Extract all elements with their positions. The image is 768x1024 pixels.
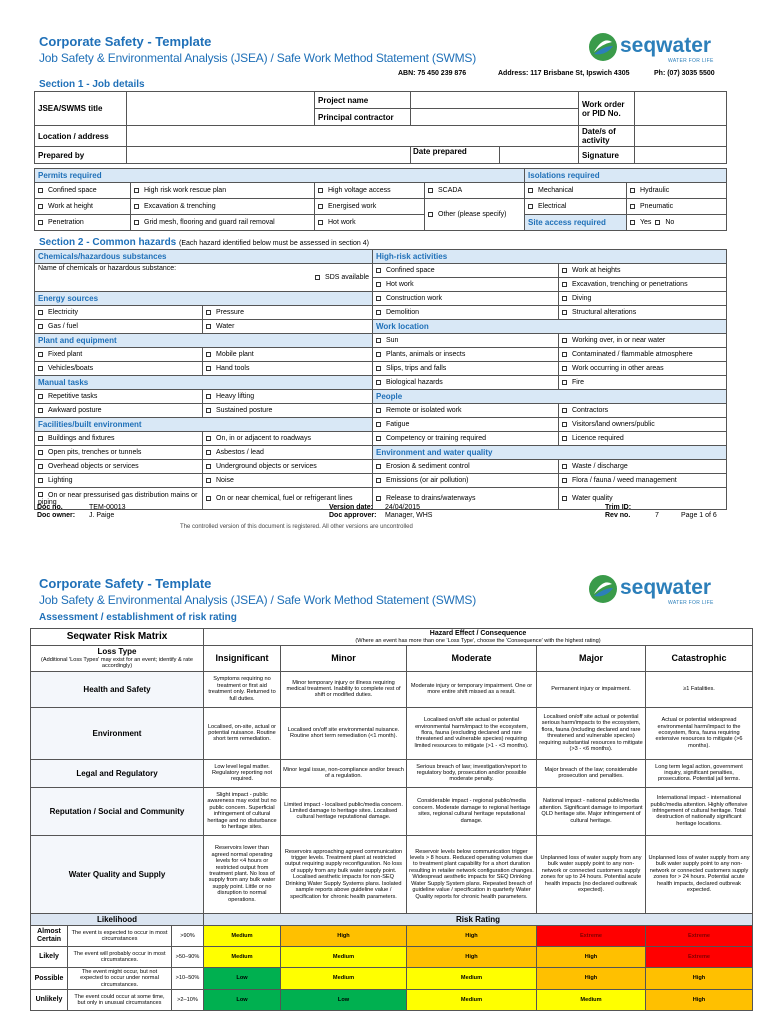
principal-contractor-label: Principal contractor xyxy=(315,109,411,126)
hazard-item[interactable]: Overhead objects or services xyxy=(35,460,203,474)
environment-heading: Environment and water quality xyxy=(373,446,727,460)
hazard-item[interactable]: Erosion & sediment control xyxy=(373,460,559,474)
prepared-by-label: Prepared by xyxy=(35,147,127,164)
chemicals-heading: Chemicals/hazardous substances xyxy=(35,250,373,264)
checkbox-icon[interactable] xyxy=(630,220,635,225)
plant-heading: Plant and equipment xyxy=(35,334,373,348)
checkbox-icon[interactable] xyxy=(206,394,211,399)
hazard-item[interactable]: Construction work xyxy=(373,292,559,306)
page-1 xyxy=(30,22,726,530)
checkbox-icon[interactable] xyxy=(562,380,567,385)
checkbox-icon[interactable] xyxy=(528,188,533,193)
seqwater-logo xyxy=(588,574,724,608)
checkbox-icon[interactable] xyxy=(630,188,635,193)
checkbox-icon[interactable] xyxy=(38,478,43,483)
consequence-cell: Minor legal issue, non-compliance and/or breach of a regulation. xyxy=(281,759,407,787)
consequence-cell: Unplanned loss of water supply from any bulk water supply point to any non-network or connected customers supply zones for up to 24 hours. Potential acute health impacts (no declared outbreak expected). xyxy=(537,835,646,913)
dates-label: Date/s of activity xyxy=(579,126,635,147)
checkbox-icon[interactable] xyxy=(376,464,381,469)
likelihood-pct: >2–10% xyxy=(172,990,204,1011)
checkbox-icon[interactable] xyxy=(376,436,381,441)
likelihood-pct: >50–90% xyxy=(172,946,204,967)
hazard-item[interactable]: Electricity xyxy=(35,306,203,320)
isolation-item[interactable]: Hydraulic xyxy=(627,183,727,199)
version-date-label: Version date: xyxy=(329,503,373,511)
risk-rating-cell: Extreme xyxy=(537,925,646,946)
dates-field[interactable] xyxy=(635,126,727,147)
location-label: Location / address xyxy=(35,126,127,147)
hazard-item[interactable]: On, in or adjacent to roadways xyxy=(203,432,373,446)
work-location-heading: Work location xyxy=(373,320,727,334)
checkbox-icon[interactable] xyxy=(562,352,567,357)
risk-rating-cell: High xyxy=(281,925,407,946)
permit-item[interactable]: High risk work rescue plan xyxy=(131,183,315,199)
rev-label: Rev no. xyxy=(605,511,631,519)
signature-label: Signature xyxy=(579,147,635,164)
likelihood-name: Likely xyxy=(31,946,68,967)
site-access-options[interactable]: Yes No xyxy=(627,215,727,231)
location-field[interactable] xyxy=(127,126,579,147)
owner-value: J. Paige xyxy=(89,511,115,519)
consequence-cell: Moderate injury or temporary impairment. One or more entire shift missed as a result. xyxy=(407,671,537,707)
hazard-item[interactable]: Visitors/land owners/public xyxy=(559,418,727,432)
rev-value: 7 xyxy=(655,511,659,519)
risk-rating-cell: High xyxy=(646,967,753,989)
hazard-item[interactable]: Water quality xyxy=(559,488,727,510)
consequence-cell: Localised on/off site environmental nuisance. Routine short term remediation (<1 month). xyxy=(281,707,407,759)
checkbox-icon[interactable] xyxy=(206,478,211,483)
hazard-item[interactable]: Work occurring in other areas xyxy=(559,362,727,376)
checkbox-icon[interactable] xyxy=(206,352,211,357)
risk-rating-cell: Low xyxy=(204,967,281,989)
jsea-title-label: JSEA/SWMS title xyxy=(35,92,127,126)
permit-item[interactable]: Confined space xyxy=(35,183,131,199)
consequence-cell: Limited impact - localised public/media concern. Limited damage to heritage sites. Localised cultural heritage reputational damage. xyxy=(281,787,407,835)
checkbox-icon[interactable] xyxy=(655,220,660,225)
hazard-item[interactable]: Release to drains/waterways xyxy=(373,488,559,510)
checkbox-icon[interactable] xyxy=(206,408,211,413)
risk-rating-cell: Medium xyxy=(281,967,407,989)
hazard-item[interactable]: On or near chemical, fuel or refrigerant lines xyxy=(203,488,373,510)
abn-text: ABN: 75 450 239 876 xyxy=(398,70,467,77)
consequence-catastrophic: Catastrophic xyxy=(646,646,753,671)
checkbox-icon[interactable] xyxy=(376,296,381,301)
high-risk-heading: High-risk activities xyxy=(373,250,727,264)
checkbox-icon[interactable] xyxy=(528,204,533,209)
permit-item[interactable]: Penetration xyxy=(35,215,131,231)
checkbox-icon[interactable] xyxy=(562,408,567,413)
likelihood-desc: The event is expected to occur in most circumstances xyxy=(68,925,172,946)
hazard-item[interactable]: Competency or training required xyxy=(373,432,559,446)
consequence-cell: National impact - national public/media attention. Significant damage to important QLD heritage site. Major infringement of cultural heritage. xyxy=(537,787,646,835)
permit-item[interactable]: Grid mesh, flooring and guard rail removal xyxy=(131,215,315,231)
permit-item[interactable]: Energised work xyxy=(315,199,425,215)
hazard-item[interactable]: Contaminated / flammable atmosphere xyxy=(559,348,727,362)
hazard-item[interactable]: Hand tools xyxy=(203,362,373,376)
logo-wordmark: seqwater xyxy=(620,576,712,599)
checkbox-icon[interactable] xyxy=(38,188,43,193)
consequence-cell: Major breach of the law; considerable prosecution and penalties. xyxy=(537,759,646,787)
hazard-item[interactable]: Heavy lifting xyxy=(203,390,373,404)
checkbox-icon[interactable] xyxy=(134,188,139,193)
hazard-item[interactable]: Working over, in or near water xyxy=(559,334,727,348)
doc-footer xyxy=(34,503,726,519)
hazard-item[interactable]: Mobile plant xyxy=(203,348,373,362)
likelihood-desc: The event might occur, but not expected to occur under normal circumstances. xyxy=(68,967,172,989)
checkbox-icon[interactable] xyxy=(562,296,567,301)
checkbox-icon[interactable] xyxy=(562,268,567,273)
doc-no-label: Doc no. xyxy=(37,503,63,511)
checkbox-icon[interactable] xyxy=(206,464,211,469)
version-date-value: 24/04/2015 xyxy=(385,503,421,511)
signature-field[interactable] xyxy=(635,147,727,164)
checkbox-icon[interactable] xyxy=(428,188,433,193)
address-text: Address: 117 Brisbane St, Ipswich 4305 xyxy=(498,70,630,77)
hazard-item[interactable]: Awkward posture xyxy=(35,404,203,418)
principal-contractor-field[interactable] xyxy=(411,109,579,126)
loss-type-row: Environment xyxy=(31,707,204,759)
checkbox-icon[interactable] xyxy=(376,352,381,357)
people-heading: People xyxy=(373,390,727,404)
checkbox-icon[interactable] xyxy=(38,366,43,371)
owner-label: Doc owner: xyxy=(37,511,76,519)
loss-type-row: Water Quality and Supply xyxy=(31,835,204,913)
manual-tasks-heading: Manual tasks xyxy=(35,376,373,390)
date-prepared-label: Date prepared xyxy=(413,147,467,156)
isolation-item[interactable]: Pneumatic xyxy=(627,199,727,215)
page-number: Page 1 of 6 xyxy=(681,511,717,519)
checkbox-icon[interactable] xyxy=(134,220,139,225)
hazard-item[interactable]: Pressure xyxy=(203,306,373,320)
risk-rating-cell: Medium xyxy=(407,967,537,989)
checkbox-icon[interactable] xyxy=(376,268,381,273)
permit-item[interactable]: Excavation & trenching xyxy=(131,199,315,215)
hazard-item[interactable]: Water xyxy=(203,320,373,334)
checkbox-icon[interactable] xyxy=(38,450,43,455)
page-header xyxy=(30,22,726,66)
consequence-cell: Unplanned loss of water supply from any bulk water supply point to any non-network or connected customers supply zones for > 24 hours. Potential acute health impacts, declared outbreak expected. xyxy=(646,835,753,913)
checkbox-icon[interactable] xyxy=(38,436,43,441)
checkbox-icon[interactable] xyxy=(562,310,567,315)
consequence-cell: Low level legal matter. Regulatory reporting not required. xyxy=(204,759,281,787)
checkbox-icon[interactable] xyxy=(376,282,381,287)
risk-rating-cell: Medium xyxy=(204,946,281,967)
hazard-item[interactable]: Fixed plant xyxy=(35,348,203,362)
hazard-item[interactable]: Slips, trips and falls xyxy=(373,362,559,376)
risk-rating-cell: Medium xyxy=(407,990,537,1011)
seqwater-logo xyxy=(588,32,724,66)
consequence-cell: Localised on/off site actual or potential serious harm/impacts to the ecosystem, flora, fauna (including declared and rare threatened and vulnerable species) requiring substantial resources to mitigate (>3 - <6 months). xyxy=(537,707,646,759)
trim-id-label: Trim ID: xyxy=(605,503,632,511)
assessment-heading: Assessment / establishment of risk rating xyxy=(39,612,237,623)
phone-text: Ph: (07) 3035 5500 xyxy=(654,70,715,77)
risk-rating-cell: Medium xyxy=(281,946,407,967)
water-drop-icon xyxy=(588,574,618,604)
checkbox-icon[interactable] xyxy=(38,408,43,413)
section-1-heading: Section 1 - Job details xyxy=(39,79,145,90)
logo-tagline: WATER FOR LIFE xyxy=(668,600,714,606)
approver-value: Manager, WHS xyxy=(385,511,433,519)
work-order-field[interactable] xyxy=(635,92,727,126)
hazard-item[interactable]: Fatigue xyxy=(373,418,559,432)
jsea-title-field[interactable] xyxy=(127,92,315,126)
prepared-by-field[interactable] xyxy=(127,147,411,164)
hazard-item[interactable]: Confined space xyxy=(373,264,559,278)
hazard-item[interactable]: On or near pressurised gas distribution mains or piping xyxy=(35,488,203,510)
consequence-cell: Permanent injury or impairment. xyxy=(537,671,646,707)
consequence-insignificant: Insignificant xyxy=(204,646,281,671)
checkbox-icon[interactable] xyxy=(206,324,211,329)
checkbox-icon[interactable] xyxy=(206,310,211,315)
hazard-item[interactable]: Sun xyxy=(373,334,559,348)
site-access-label: Site access required xyxy=(525,215,627,231)
consequence-cell: Reservoirs lower than agreed normal operating levels for <4 hours or restricted output from treatment plant. No loss of supply from any bulk water supply point. Little or no disruption to normal operations. xyxy=(204,835,281,913)
hazard-item[interactable]: Sustained posture xyxy=(203,404,373,418)
hazard-item[interactable]: Buildings and fixtures xyxy=(35,432,203,446)
checkbox-icon[interactable] xyxy=(562,422,567,427)
likelihood-desc: The event could occur at some time, but only in unusual circumstances xyxy=(68,990,172,1011)
risk-rating-cell: Low xyxy=(281,990,407,1011)
risk-rating-header: Risk Rating xyxy=(204,913,753,925)
hazard-item[interactable]: Repetitive tasks xyxy=(35,390,203,404)
hazard-item[interactable]: Hot work xyxy=(373,278,559,292)
project-name-label: Project name xyxy=(315,92,411,109)
checkbox-icon[interactable] xyxy=(630,204,635,209)
checkbox-icon[interactable] xyxy=(376,496,381,501)
loss-type-row: Legal and Regulatory xyxy=(31,759,204,787)
hazard-item[interactable]: Emissions (or air pollution) xyxy=(373,474,559,488)
checkbox-icon[interactable] xyxy=(38,310,43,315)
checkbox-icon[interactable] xyxy=(38,324,43,329)
hazard-item[interactable]: Demolition xyxy=(373,306,559,320)
consequence-cell: Reservoirs approaching agreed communication trigger levels. Treatment plant at restricted output requiring supply reconfiguration. No loss of supply from any bulk water supply point. Localised aesthetic impacts for non-SEQ Drinking Water Supply Systems plans. Isolated sample reports above guideline value / specification for chronic health parameters. xyxy=(281,835,407,913)
checkbox-icon[interactable] xyxy=(376,422,381,427)
controlled-note: The controlled version of this document is registered. All other versions are uncontrolled xyxy=(180,524,413,530)
risk-rating-cell: Medium xyxy=(537,990,646,1011)
checkbox-icon[interactable] xyxy=(134,204,139,209)
hazard-item[interactable]: Fire xyxy=(559,376,727,390)
checkbox-icon[interactable] xyxy=(38,204,43,209)
checkbox-icon[interactable] xyxy=(562,436,567,441)
permits-table xyxy=(34,168,727,231)
risk-rating-cell: High xyxy=(407,946,537,967)
facilities-heading: Facilities/built environment xyxy=(35,418,373,432)
checkbox-icon[interactable] xyxy=(376,366,381,371)
hazard-item[interactable]: Structural alterations xyxy=(559,306,727,320)
checkbox-icon[interactable] xyxy=(206,366,211,371)
likelihood-pct: >10–50% xyxy=(172,967,204,989)
energy-heading: Energy sources xyxy=(35,292,373,306)
hazard-item[interactable]: Waste / discharge xyxy=(559,460,727,474)
checkbox-icon[interactable] xyxy=(206,450,211,455)
risk-rating-cell: High xyxy=(407,925,537,946)
hazard-item[interactable]: Diving xyxy=(559,292,727,306)
date-prepared-field[interactable] xyxy=(499,147,578,163)
hazard-item[interactable]: Licence required xyxy=(559,432,727,446)
risk-matrix-table xyxy=(30,628,753,1011)
checkbox-icon[interactable] xyxy=(376,380,381,385)
checkbox-icon[interactable] xyxy=(315,275,320,280)
consequence-cell: ≥1 Fatalities. xyxy=(646,671,753,707)
consequence-cell: Symptoms requiring no treatment or first aid treatment only. Returned to full duties. xyxy=(204,671,281,707)
consequence-cell: Reservoir levels below communication trigger levels > 8 hours. Reduced operating volumes due to treatment plant capability for a short duration resulting in retailer network configuration changes. Widespread aesthetic impacts for SEQ Drinking Water Supply System plans. Repeated breach of guideline value / specification in quarterly Water Quality reports for chronic health parameters. xyxy=(407,835,537,913)
risk-rating-cell: Low xyxy=(204,990,281,1011)
project-name-field[interactable] xyxy=(411,92,579,109)
checkbox-icon[interactable] xyxy=(562,478,567,483)
risk-rating-cell: Medium xyxy=(204,925,281,946)
consequence-cell: Long term legal action, government inquiry, significant penalties, prosecutions. Potential jail terms. xyxy=(646,759,753,787)
isolation-item[interactable]: Mechanical xyxy=(525,183,627,199)
checkbox-icon[interactable] xyxy=(318,188,323,193)
checkbox-icon[interactable] xyxy=(562,338,567,343)
checkbox-icon[interactable] xyxy=(206,436,211,441)
hazard-item[interactable]: Biological hazards xyxy=(373,376,559,390)
checkbox-icon[interactable] xyxy=(562,366,567,371)
hazards-table xyxy=(34,249,727,510)
hazard-item[interactable]: Gas / fuel xyxy=(35,320,203,334)
likelihood-pct: >90% xyxy=(172,925,204,946)
page-header xyxy=(30,564,726,608)
likelihood-name: Possible xyxy=(31,967,68,989)
loss-type-row: Health and Safety xyxy=(31,671,204,707)
risk-rating-cell: Extreme xyxy=(646,946,753,967)
hazard-item[interactable]: Contractors xyxy=(559,404,727,418)
checkbox-icon[interactable] xyxy=(376,310,381,315)
likelihood-name: Unlikely xyxy=(31,990,68,1011)
hazard-item[interactable]: Asbestos / lead xyxy=(203,446,373,460)
hazard-item[interactable]: Vehicles/boats xyxy=(35,362,203,376)
checkbox-icon[interactable] xyxy=(562,464,567,469)
consequence-minor: Minor xyxy=(281,646,407,671)
doc-subtitle: Job Safety & Environmental Analysis (JSEA) / Safe Work Method Statement (SWMS) xyxy=(39,51,477,65)
consequence-cell: Actual or potential widespread environmental harm/impact to the ecosystem, flora, fauna requiring extensive resources to mitigate (>6 months). xyxy=(646,707,753,759)
consequence-cell: International impact - international public/media attention. Highly offensive infringement of cultural heritage. Total destruction of nationally significant heritage locations. xyxy=(646,787,753,835)
likelihood-desc: The event will probably occur in most circumstances. xyxy=(68,946,172,967)
checkbox-icon[interactable] xyxy=(318,220,323,225)
consequence-cell: Serious breach of law; investigation/report to regulatory body, prosecution and/or possible moderate penalty. xyxy=(407,759,537,787)
hazard-item[interactable]: Flora / fauna / weed management xyxy=(559,474,727,488)
water-drop-icon xyxy=(588,32,618,62)
checkbox-icon[interactable] xyxy=(38,352,43,357)
isolation-item[interactable]: Electrical xyxy=(525,199,627,215)
hazard-item[interactable]: Underground objects or services xyxy=(203,460,373,474)
loss-type-row: Reputation / Social and Community xyxy=(31,787,204,835)
consequence-moderate: Moderate xyxy=(407,646,537,671)
checkbox-icon[interactable] xyxy=(562,282,567,287)
doc-title: Corporate Safety - Template xyxy=(39,34,212,49)
matrix-title: Seqwater Risk Matrix xyxy=(31,629,204,646)
work-order-label: Work order or PID No. xyxy=(579,92,635,126)
job-details-table xyxy=(34,91,727,164)
checkbox-icon[interactable] xyxy=(38,492,43,497)
checkbox-icon[interactable] xyxy=(376,408,381,413)
permits-heading: Permits required xyxy=(35,169,525,183)
hazard-item[interactable]: Excavation, trenching or penetrations xyxy=(559,278,727,292)
doc-title: Corporate Safety - Template xyxy=(39,576,212,591)
consequence-cell: Localised on/off site actual or potential environmental harm/impact to the ecosystem, flora, fauna (excluding declared and rare threatened and vulnerable species) requiring limited resources to mitigate (>1 - <3 months). xyxy=(407,707,537,759)
checkbox-icon[interactable] xyxy=(562,496,567,501)
risk-rating-cell: High xyxy=(646,990,753,1011)
permit-item[interactable]: Work at height xyxy=(35,199,131,215)
approver-label: Doc approver: xyxy=(329,511,377,519)
checkbox-icon[interactable] xyxy=(428,212,433,217)
hazard-item[interactable]: Noise xyxy=(203,474,373,488)
hazard-item[interactable]: Lighting xyxy=(35,474,203,488)
checkbox-icon[interactable] xyxy=(38,394,43,399)
permit-item[interactable]: SCADA xyxy=(425,183,525,199)
permit-item[interactable]: Hot work xyxy=(315,215,425,231)
consequence-cell: Considerable impact - regional public/media concern. Moderate damage to regional heritage sites, regional cultural heritage reputational damage. xyxy=(407,787,537,835)
permit-item[interactable]: High voltage access xyxy=(315,183,425,199)
chemical-name-field[interactable]: Name of chemicals or hazardous substance: SDS available xyxy=(35,264,373,292)
hazard-effect-header: Hazard Effect / Consequence (Where an event has more than one 'Loss Type', choose the 'Consequence' with the highest rating) xyxy=(204,629,753,646)
likelihood-name: Almost Certain xyxy=(31,925,68,946)
hazard-item[interactable]: Remote or isolated work xyxy=(373,404,559,418)
loss-type-header: Loss Type (Additional 'Loss Types' may exist for an event; identify & rate accordingly) xyxy=(31,646,204,671)
page-2 xyxy=(30,564,750,1024)
hazard-item[interactable]: Work at heights xyxy=(559,264,727,278)
section-2-heading: Section 2 - Common hazards (Each hazard identified below must be assessed in section 4) xyxy=(39,237,369,248)
consequence-cell: Localised, on-site, actual or potential nuisance. Routine short term remediation. xyxy=(204,707,281,759)
checkbox-icon[interactable] xyxy=(318,204,323,209)
checkbox-icon[interactable] xyxy=(206,496,211,501)
checkbox-icon[interactable] xyxy=(376,338,381,343)
trim-id-value xyxy=(652,503,726,511)
consequence-cell: Slight impact - public awareness may exist but no public concern. Superficial infringement of cultural heritage and no disturbance to heritage sites. xyxy=(204,787,281,835)
checkbox-icon[interactable] xyxy=(376,478,381,483)
risk-rating-cell: High xyxy=(537,967,646,989)
risk-rating-cell: Extreme xyxy=(646,925,753,946)
doc-no-value: TEM-00013 xyxy=(89,503,126,511)
permit-item[interactable]: Other (please specify) xyxy=(425,199,525,231)
doc-subtitle: Job Safety & Environmental Analysis (JSEA) / Safe Work Method Statement (SWMS) xyxy=(39,593,477,607)
logo-wordmark: seqwater xyxy=(620,34,712,57)
consequence-cell: Minor temporary injury or illness requiring medical treatment. Inability to complete rest of shift or modified duties. xyxy=(281,671,407,707)
hazard-item[interactable]: Plants, animals or insects xyxy=(373,348,559,362)
likelihood-header: Likelihood xyxy=(31,913,204,925)
logo-tagline: WATER FOR LIFE xyxy=(668,58,714,64)
checkbox-icon[interactable] xyxy=(38,464,43,469)
isolations-heading: Isolations required xyxy=(525,169,727,183)
checkbox-icon[interactable] xyxy=(38,220,43,225)
consequence-major: Major xyxy=(537,646,646,671)
risk-rating-cell: High xyxy=(537,946,646,967)
hazard-item[interactable]: Open pits, trenches or tunnels xyxy=(35,446,203,460)
